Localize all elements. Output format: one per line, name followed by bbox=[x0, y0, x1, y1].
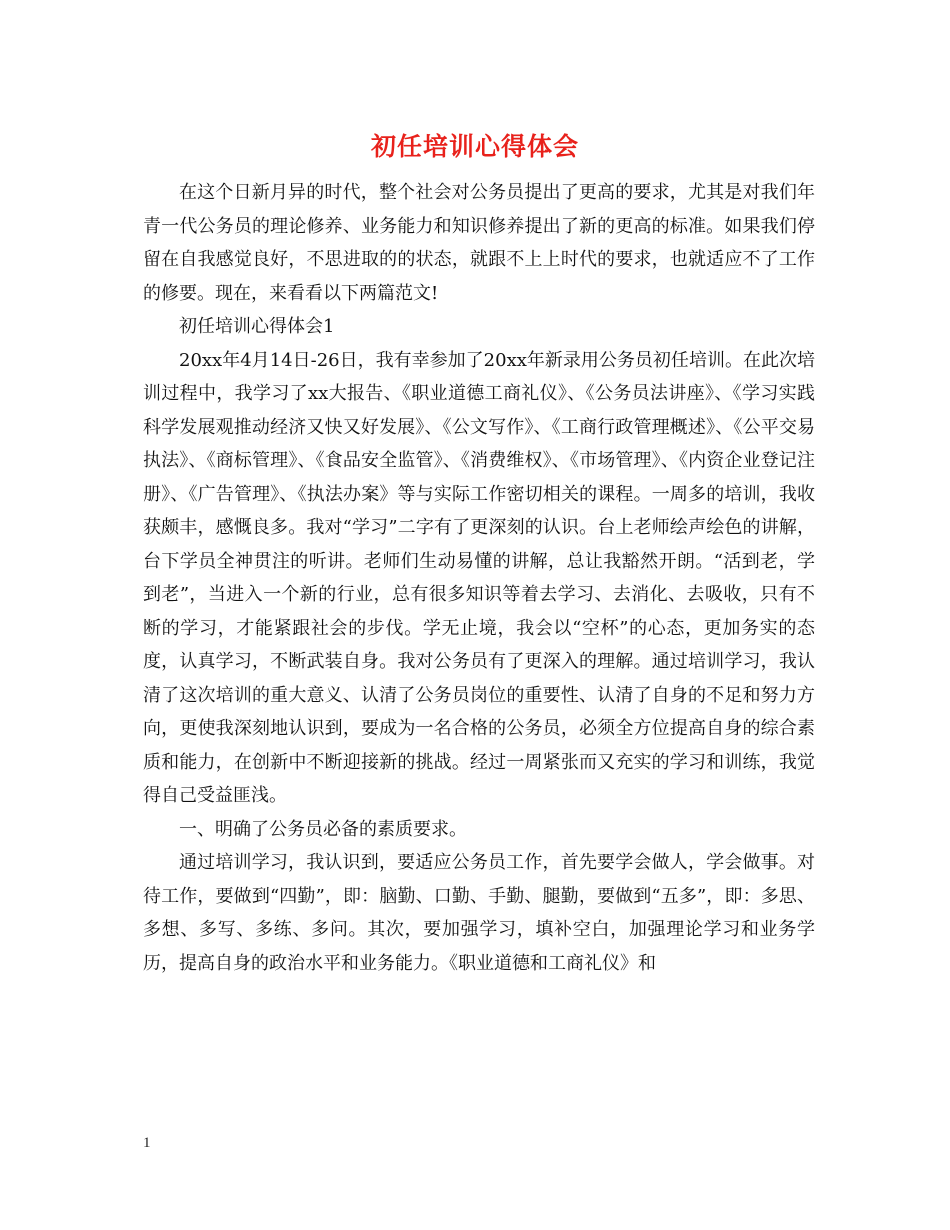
subsection-heading: 一、明确了公务员必备的素质要求。 bbox=[179, 818, 467, 840]
body-paragraph: 通过培训学习，我认识到，要适应公务员工作，首先要学会做人，学会做事。对待工作，要做到“四勤”，即：脑勤、口勤、手勤、腿勤，要做到“五多”，即：多思、多想、多写、多练、多问。其次，要加强学习，填补空白，加强理论学习和业务学历，提高自身的政治水平和业务能力。《职业道德和工商礼仪》和 bbox=[143, 852, 815, 974]
section-heading: 初任培训心得体会1 bbox=[179, 316, 335, 337]
document-title: 初任培训心得体会 bbox=[370, 132, 579, 161]
intro-paragraph: 在这个日新月异的时代，整个社会对公务员提出了更高的要求，尤其是对我们年青一代公务员的理论修养、业务能力和知识修养提出了新的更高的标准。如果我们停留在自我感觉良好，不思进取的的状态，就跟不上上时代的要求，也就适应不了工作的修要。现在，来看看以下两篇范文! bbox=[143, 182, 815, 304]
document-body bbox=[143, 176, 815, 980]
page-number: 1 bbox=[143, 1135, 151, 1151]
body-paragraph: 20xx年4月14日-26日，我有幸参加了20xx年新录用公务员初任培训。在此次培训过程中，我学习了xx大报告、《职业道德工商礼仪》、《公务员法讲座》、《学习实践科学发展观推动经济又快又好发展》、《公文写作》、《工商行政管理概述》、《公平交易执法》、《商标管理》、《食品安全监管》、《消费维权》、《市场管理》、《内资企业登记注册》、《广告管理》、《执法办案》等与实际工作密切相关的课程。一周多的培训，我收获颇丰，感慨良多。我对“学习”二字有了更深刻的认识。台上老师绘声绘色的讲解，台下学员全神贯注的听讲。老师们生动易懂的讲解，总让我豁然开朗。“活到老，学到老”，当进入一个新的行业，总有很多知识等着去学习、去消化、去吸收，只有不断的学习，才能紧跟社会的步伐。学无止境，我会以“空杯”的心态，更加务实的态度，认真学习，不断武装自身。我对公务员有了更深入的理解。通过培训学习，我认清了这次培训的重大意义、认清了公务员岗位的重要性、认清了自身的不足和努力方向，更使我深刻地认识到，要成为一名合格的公务员，必须全方位提高自身的综合素质和能力，在创新中不断迎接新的挑战。经过一周紧张而又充实的学习和训练，我觉得自己受益匪浅。 bbox=[143, 349, 815, 806]
